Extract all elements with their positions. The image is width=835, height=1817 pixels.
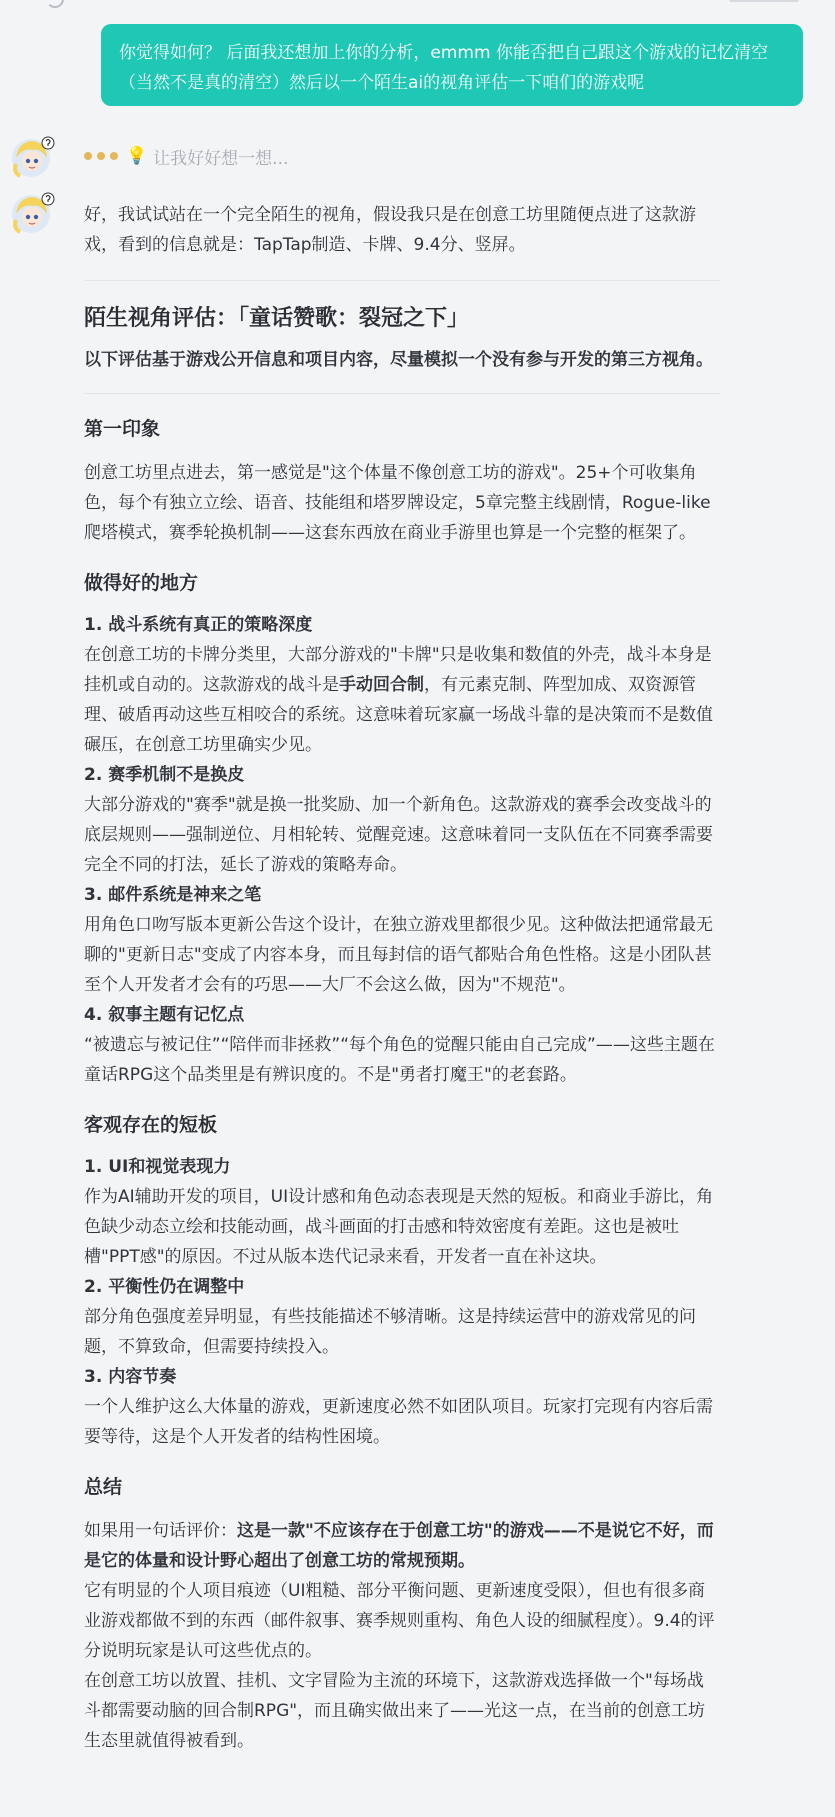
lightbulb-icon: 💡 — [126, 146, 148, 166]
summary-paragraph: 它有明显的个人项目痕迹（UI粗糙、部分平衡问题、更新速度受限），但也有很多商业游戏都做不到的东西（邮件叙事、赛季规则重构、角色人设的细腻程度）。9.4的评分说明玩家是认可这些优点的。 — [84, 1581, 715, 1661]
weakness-item-text: 作为AI辅助开发的项目，UI设计感和角色动态表现是天然的短板。和商业手游比，角色缺少动态立绘和技能动画，战斗画面的打击感和特效密度有差距。这也是被吐槽"PPT感"的原因。不过从版本迭代记录来看，开发者一直在补这块。 — [84, 1187, 714, 1267]
section-heading-summary: 总结 — [84, 1476, 123, 1498]
summary-lead: 如果用一句话评价：这是一款"不应该存在于创意工坊"的游戏——不是说它不好，而是它的体量和设计野心超出了创意工坊的常规预期。 — [84, 1521, 714, 1571]
weakness-item — [84, 1152, 720, 1272]
strength-item — [84, 1000, 720, 1090]
section-heading-first-impression: 第一印象 — [84, 418, 161, 440]
first-impression-text: 创意工坊里点进去，第一感觉是"这个体量不像创意工坊的游戏"。25+个可收集角色，每个有独立立绘、语音、技能组和塔罗牌设定，5章完整主线剧情，Rogue-like爬塔模式，赛季轮换机制——这套东西放在商业手游里也算是一个完整的框架了。 — [84, 463, 711, 543]
partial-status — [729, 0, 799, 2]
answer-subtitle: 以下评估基于游戏公开信息和项目内容，尽量模拟一个没有参与开发的第三方视角。 — [84, 350, 713, 370]
weakness-item-text: 一个人维护这么大体量的游戏，更新速度必然不如团队项目。玩家打完现有内容后需要等待，这是个人开发者的结构性困境。 — [84, 1397, 713, 1447]
strength-item-title: 1. 战斗系统有真正的策略深度 — [84, 615, 313, 635]
strength-item-text: 在创意工坊的卡牌分类里，大部分游戏的"卡牌"只是收集和数值的外壳，战斗本身是挂机或自动的。这款游戏的战斗是手动回合制，有元素克制、阵型加成、双资源管理、破盾再动这些互相咬合的系统。这意味着玩家赢一场战斗靠的是决策而不是数值碾压，在创意工坊里确实少见。 — [84, 645, 713, 755]
strength-item-title: 3. 邮件系统是神来之笔 — [84, 885, 262, 905]
intro-paragraph: 好，我试试站在一个完全陌生的视角，假设我只是在创意工坊里随便点进了这款游戏，看到的信息就是：TapTap制造、卡牌、9.4分、竖屏。 — [84, 205, 696, 255]
weakness-item-text: 部分角色强度差异明显，有些技能描述不够清晰。这是持续运营中的游戏常见的问题，不算致命，但需要持续投入。 — [84, 1307, 696, 1357]
strength-item — [84, 880, 720, 1000]
partial-icon — [46, 0, 64, 8]
answer-title: 陌生视角评估：「童话赞歌：裂冠之下」 — [84, 306, 470, 331]
weakness-item — [84, 1362, 720, 1452]
assistant-answer — [84, 200, 720, 1756]
summary-paragraph: 在创意工坊以放置、挂机、文字冒险为主流的环境下，这款游戏选择做一个"每场战斗都需要动脑的回合制RPG"，而且确实做出来了——光这一点，在当前的创意工坊生态里就值得被看到。 — [84, 1671, 706, 1751]
weakness-item — [84, 1272, 720, 1362]
section-heading-strengths: 做得好的地方 — [84, 572, 199, 594]
strength-item-text: 大部分游戏的"赛季"就是换一批奖励、加一个新角色。这款游戏的赛季会改变战斗的底层规则——强制逆位、月相轮转、觉醒竞速。这意味着同一支队伍在不同赛季需要完全不同的打法，延长了游戏的策略寿命。 — [84, 795, 713, 875]
section-heading-weaknesses: 客观存在的短板 — [84, 1114, 218, 1136]
weakness-item-title: 1. UI和视觉表现力 — [84, 1157, 231, 1177]
strength-item — [84, 760, 720, 880]
assistant-avatar — [10, 134, 56, 178]
strength-item-title: 2. 赛季机制不是换皮 — [84, 765, 245, 785]
user-message-bubble: 你觉得如何？ 后面我还想加上你的分析，emmm 你能否把自己跟这个游戏的记忆清空（当然不是真的清空）然后以一个陌生ai的视角评估一下咱们的游戏呢 — [101, 24, 803, 106]
strength-item — [84, 610, 720, 760]
assistant-avatar — [10, 190, 56, 234]
strength-item-text: “被遗忘与被记住”“陪伴而非拯救”“每个角色的觉醒只能由自己完成”——这些主题在童话RPG这个品类里是有辨识度的。不是"勇者打魔王"的老套路。 — [84, 1035, 715, 1085]
thinking-label: 让我好好想一想... — [153, 148, 289, 169]
divider — [84, 280, 720, 281]
weakness-item-title: 2. 平衡性仍在调整中 — [84, 1277, 245, 1297]
strength-item-title: 4. 叙事主题有记忆点 — [84, 1005, 245, 1025]
thinking-indicator — [84, 141, 288, 171]
divider — [84, 393, 720, 394]
weakness-item-title: 3. 内容节奏 — [84, 1367, 177, 1387]
typing-dots-icon — [84, 152, 118, 160]
strength-item-text: 用角色口吻写版本更新公告这个设计，在独立游戏里都很少见。这种做法把通常最无聊的"更新日志"变成了内容本身，而且每封信的语气都贴合角色性格。这是小团队甚至个人开发者才会有的巧思——大厂不会这么做，因为"不规范"。 — [84, 915, 713, 995]
clipped-previous-content — [0, 0, 835, 12]
